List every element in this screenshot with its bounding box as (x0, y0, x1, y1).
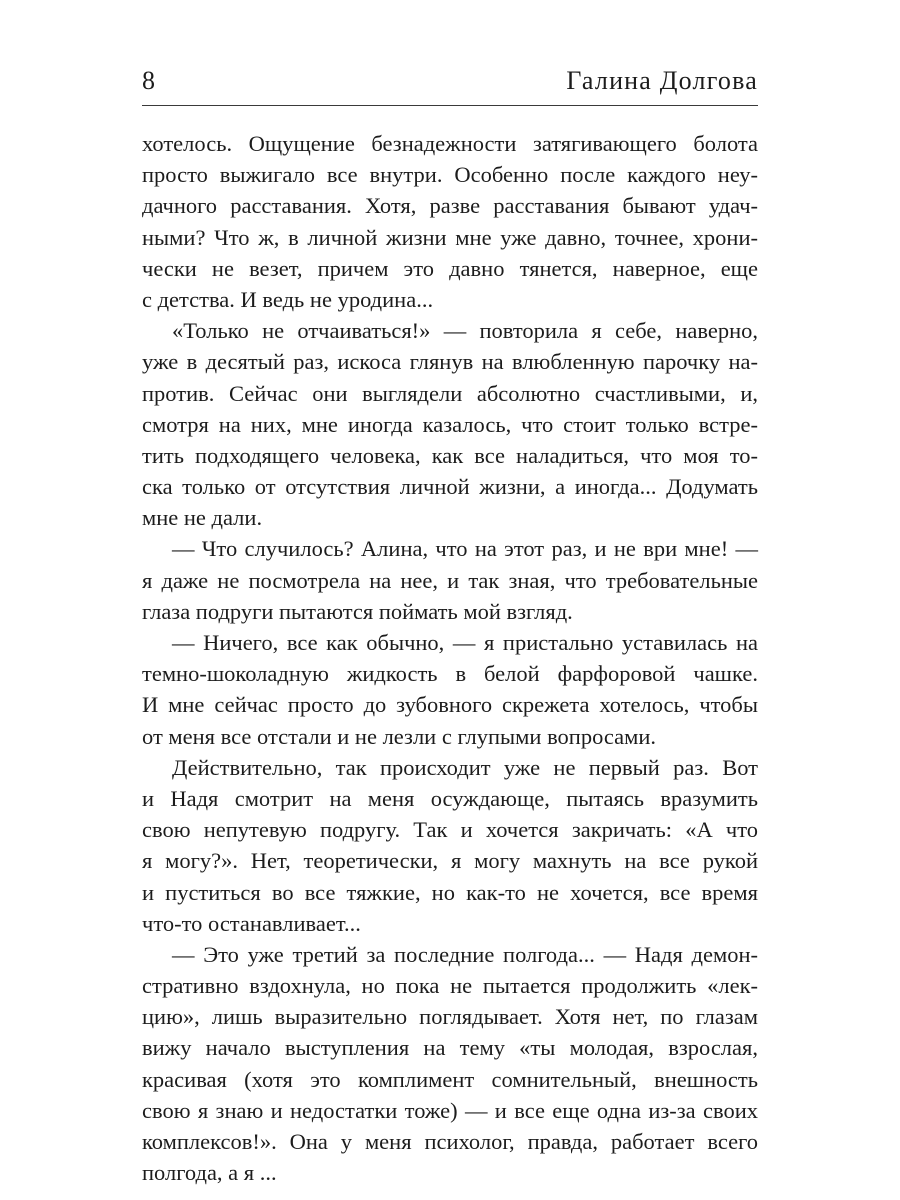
text-line: — Что случилось? Алина, что на этот раз, и не ври мне! — (172, 536, 758, 562)
text-line: свою я знаю и недостатки тоже) — и все еще одна из-за своих (142, 1097, 758, 1123)
text-line: и Надя смотрит на меня осуждающе, пытаясь вразумить (142, 785, 758, 811)
text-line: и пуститься во все тяжкие, но как-то не хочется, все время (142, 879, 758, 905)
text-line: комплексов!». Она у меня психолог, правда, работает всего (142, 1129, 758, 1154)
paragraph-2 (142, 315, 758, 533)
running-head-row (142, 66, 758, 96)
text-line: дачного расставания. Хотя, разве расставания бывают удач- (142, 193, 758, 219)
paragraph-6 (142, 939, 758, 1189)
text-line: уже в десятый раз, искоса глянув на влюбленную парочку на- (142, 349, 758, 375)
text-line: чески не везет, причем это давно тянется, наверное, еще (142, 255, 758, 281)
page-number: 8 (142, 66, 155, 95)
paragraph-5 (142, 752, 758, 939)
page-text (142, 128, 758, 1188)
text-line: полгода, а я ... (142, 1160, 277, 1186)
text-line: — Ничего, все как обычно, — я пристально уставилась на (172, 630, 758, 655)
text-line: я могу?». Нет, теоретически, я могу махнуть на все рукой (142, 848, 758, 874)
text-line: с детства. И ведь не уродина... (142, 286, 434, 312)
text-line: просто выжигало все внутри. Особенно после каждого неу- (142, 162, 758, 188)
text-line: Действительно, так происходит уже не первый раз. Вот (172, 754, 758, 780)
text-line: «Только не отчаиваться!» — повторила я себе, наверно, (172, 318, 758, 344)
text-line: вижу начало выступления на тему «ты молодая, взрослая, (142, 1035, 758, 1061)
text-line: И мне сейчас просто до зубовного скрежета хотелось, чтобы (142, 692, 758, 718)
text-line: темно-шоколадную жидкость в белой фарфоровой чашке. (142, 661, 758, 687)
text-line: от меня все отстали и не лезли с глупыми вопросами. (142, 723, 657, 749)
text-line: я даже не посмотрела на нее, и так зная, что требовательные (142, 567, 758, 593)
text-line: что-то останавливает... (142, 910, 361, 936)
text-line: глаза подруги пытаются поймать мой взгляд. (142, 598, 573, 624)
text-line: стративно вздохнула, но пока не пытается продолжить «лек- (142, 973, 758, 999)
text-line: хотелось. Ощущение безнадежности затягивающего болота (142, 131, 758, 156)
paragraph-3 (142, 533, 758, 627)
text-line: — Это уже третий за последние полгода... — Надя демон- (172, 941, 758, 967)
text-line: красивая (хотя это комплимент сомнительный, внешность (142, 1066, 758, 1092)
book-author: Галина Долгова (566, 66, 758, 95)
paragraph-1 (142, 128, 758, 315)
text-line: мне не дали. (142, 505, 263, 531)
text-line: цию», лишь выразительно поглядывает. Хотя нет, по глазам (142, 1004, 758, 1030)
text-line: ными? Что ж, в личной жизни мне уже давно, точнее, хрони- (142, 224, 758, 250)
paragraph-4 (142, 627, 758, 752)
text-line: тить подходящего человека, как все наладиться, что моя то- (142, 442, 758, 468)
text-line: ска только от отсутствия личной жизни, а иногда... Додумать (142, 474, 758, 500)
text-line: смотря на них, мне иногда казалось, что стоит только встре- (142, 411, 758, 437)
header-rule (142, 105, 758, 106)
text-line: против. Сейчас они выглядели абсолютно счастливыми, и, (142, 380, 758, 406)
text-line: свою непутевую подругу. Так и хочется закричать: «А что (142, 817, 758, 843)
